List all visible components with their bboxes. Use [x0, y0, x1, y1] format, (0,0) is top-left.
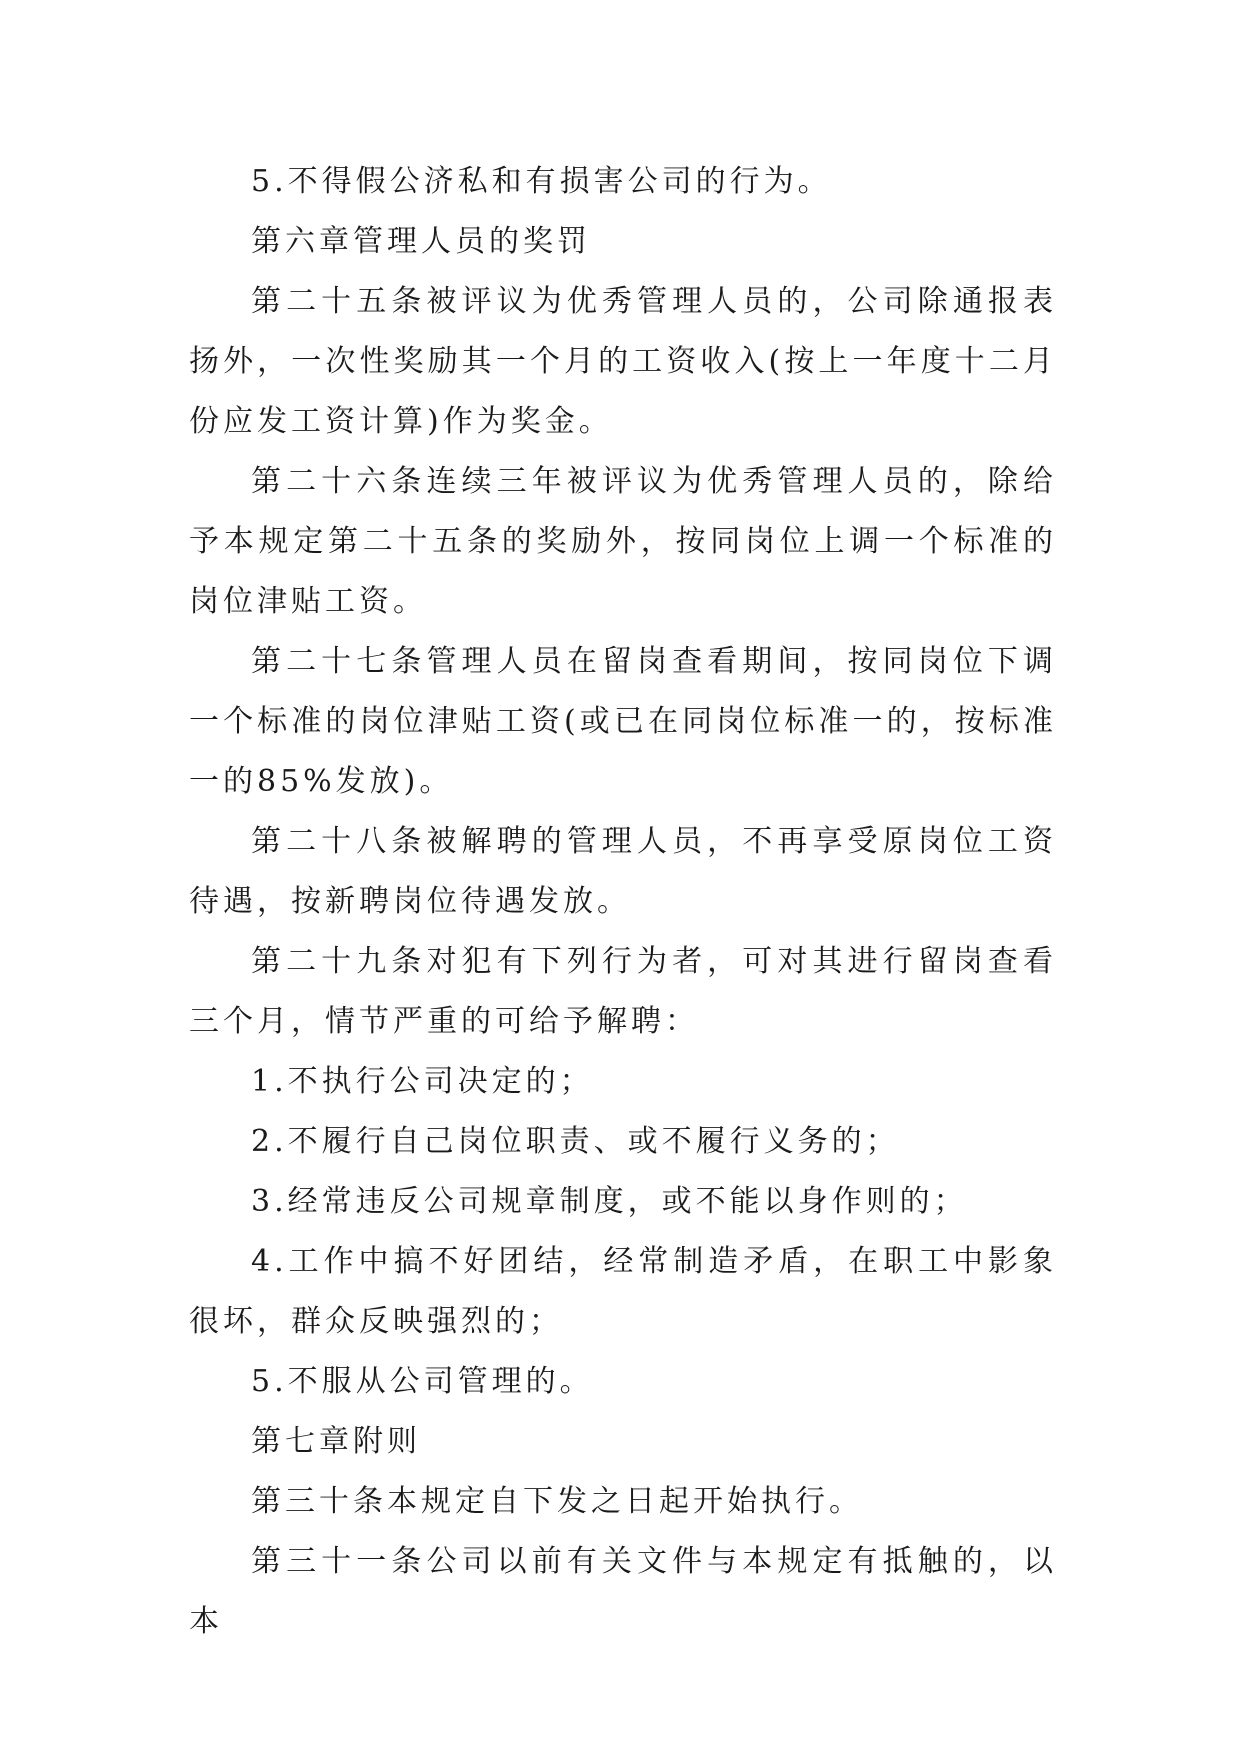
document-body [189, 152, 1057, 1652]
list-item-2: 2.不履行自己岗位职责、或不履行义务的； [251, 1124, 900, 1159]
article-25: 第二十五条被评议为优秀管理人员的，公司除通报表扬外，一次性奖励其一个月的工资收入(按上一年度十二月份应发工资计算)作为奖金。 [189, 284, 1057, 439]
list-item-4: 4.工作中搞不好团结，经常制造矛盾，在职工中影象很坏，群众反映强烈的； [189, 1244, 1057, 1339]
paragraph-item-5-no-embezzlement: 5.不得假公济私和有损害公司的行为。 [251, 164, 832, 199]
list-item-3: 3.经常违反公司规章制度，或不能以身作则的； [251, 1184, 968, 1219]
article-29: 第二十九条对犯有下列行为者，可对其进行留岗查看三个月，情节严重的可给予解聘： [189, 944, 1057, 1039]
chapter-7-heading: 第七章附则 [251, 1424, 421, 1459]
article-30: 第三十条本规定自下发之日起开始执行。 [251, 1484, 863, 1519]
article-31: 第三十一条公司以前有关文件与本规定有抵触的，以本 [189, 1544, 1057, 1639]
list-item-1: 1.不执行公司决定的； [251, 1064, 594, 1099]
list-item-5: 5.不服从公司管理的。 [251, 1364, 594, 1399]
article-26: 第二十六条连续三年被评议为优秀管理人员的，除给予本规定第二十五条的奖励外，按同岗位上调一个标准的岗位津贴工资。 [189, 464, 1057, 619]
chapter-6-heading: 第六章管理人员的奖罚 [251, 224, 591, 259]
article-27: 第二十七条管理人员在留岗查看期间，按同岗位下调一个标准的岗位津贴工资(或已在同岗位标准一的，按标准一的85%发放)。 [189, 644, 1057, 799]
article-28: 第二十八条被解聘的管理人员，不再享受原岗位工资待遇，按新聘岗位待遇发放。 [189, 824, 1057, 919]
